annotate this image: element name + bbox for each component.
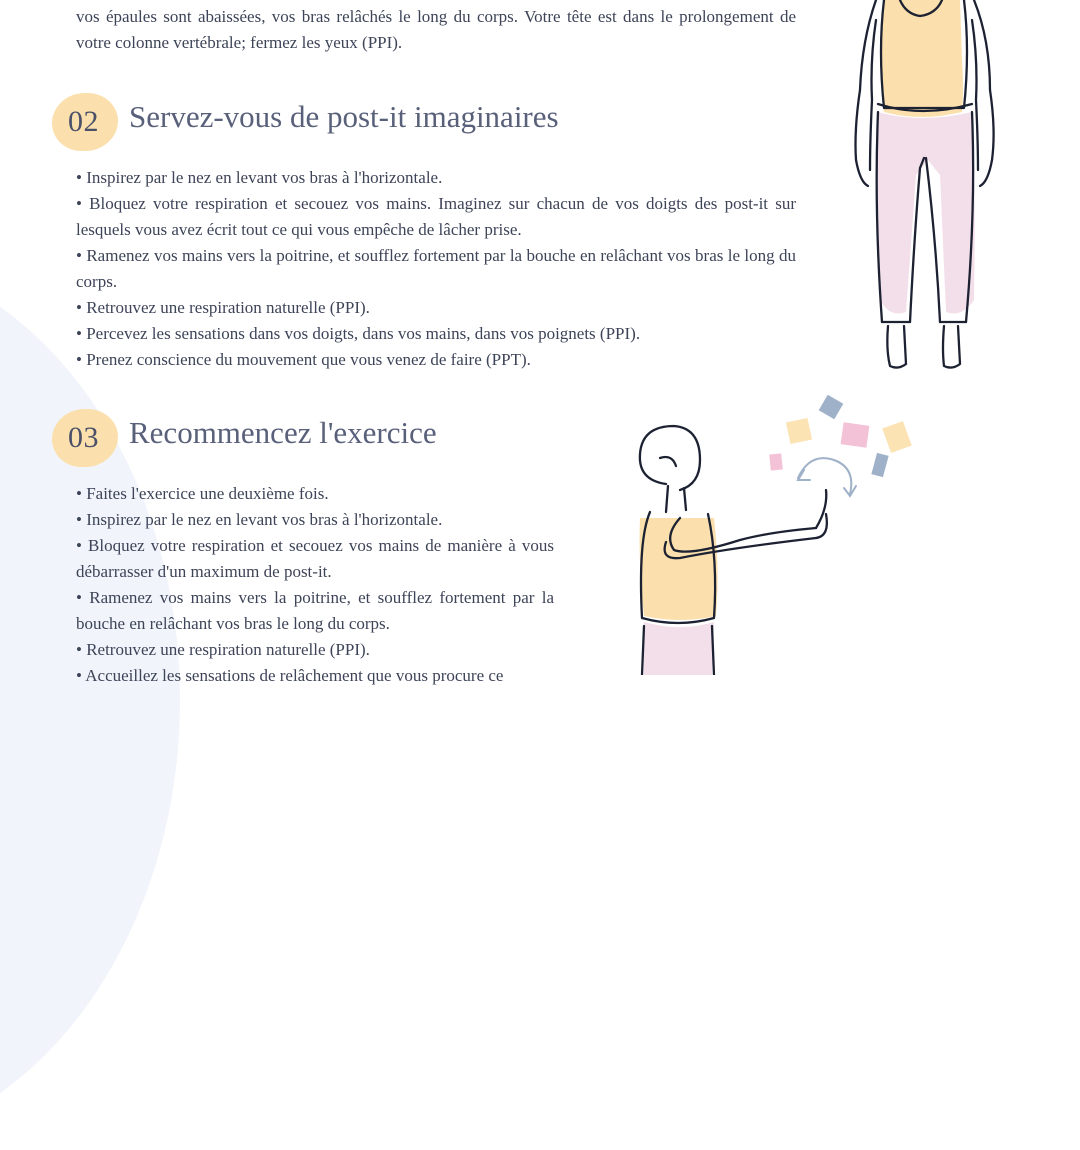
step-2-number: 02 [68,105,99,138]
list-item: • Percevez les sensations dans vos doigts, dans vos mains, dans vos poignets (PPI). [76,324,641,343]
intro-text: vos épaules sont abaissées, vos bras relâchés le long du corps. Votre tête est dans le prolongement de votre colonne vertébrale; fermez les yeux (PPI). [76,7,796,52]
background-arc [0,250,180,1150]
list-item: • Ramenez vos mains vers la poitrine, et soufflez fortement par la bouche en relâchant vos bras le long du corps. [76,588,554,633]
list-item: • Retrouvez une respiration naturelle (PPI). [76,298,370,317]
step-2-title: Servez-vous de post-it imaginaires [129,99,559,134]
step-3-title: Recommencez l'exercice [129,415,437,450]
top-shirt [880,0,963,117]
post-it-notes [769,395,912,477]
list-item: • Inspirez par le nez en levant vos bras à l'horizontale. [76,168,443,187]
list-item: • Faites l'exercice une deuxième fois. [76,484,329,503]
list-item: • Inspirez par le nez en levant vos bras à l'horizontale. [76,510,443,529]
standing-woman-illustration [840,0,1010,380]
list-item: • Accueillez les sensations de relâchement que vous procure ce [76,666,504,685]
step-3-list [76,481,554,689]
shirt [640,518,718,620]
woman-arms-extended-illustration [620,390,920,675]
intro-paragraph [76,4,796,56]
step-3-number: 03 [68,421,99,454]
list-item: • Bloquez votre respiration et secouez vos mains de manière à vous débarrasser d'un maximum de post-it. [76,536,554,581]
step-2-list [76,165,796,373]
list-item: • Retrouvez une respiration naturelle (PPI). [76,640,370,659]
list-item: • Bloquez votre respiration et secouez vos mains. Imaginez sur chacun de vos doigts des post-it sur lesquels vous avez écrit tout ce qui vous empêche de lâcher prise. [76,194,796,239]
list-item: • Ramenez vos mains vers la poitrine, et soufflez fortement par la bouche en relâchant vos bras le long du corps. [76,246,796,291]
pants [876,112,974,314]
list-item: • Prenez conscience du mouvement que vous venez de faire (PPT). [76,350,531,369]
pants [644,622,714,675]
